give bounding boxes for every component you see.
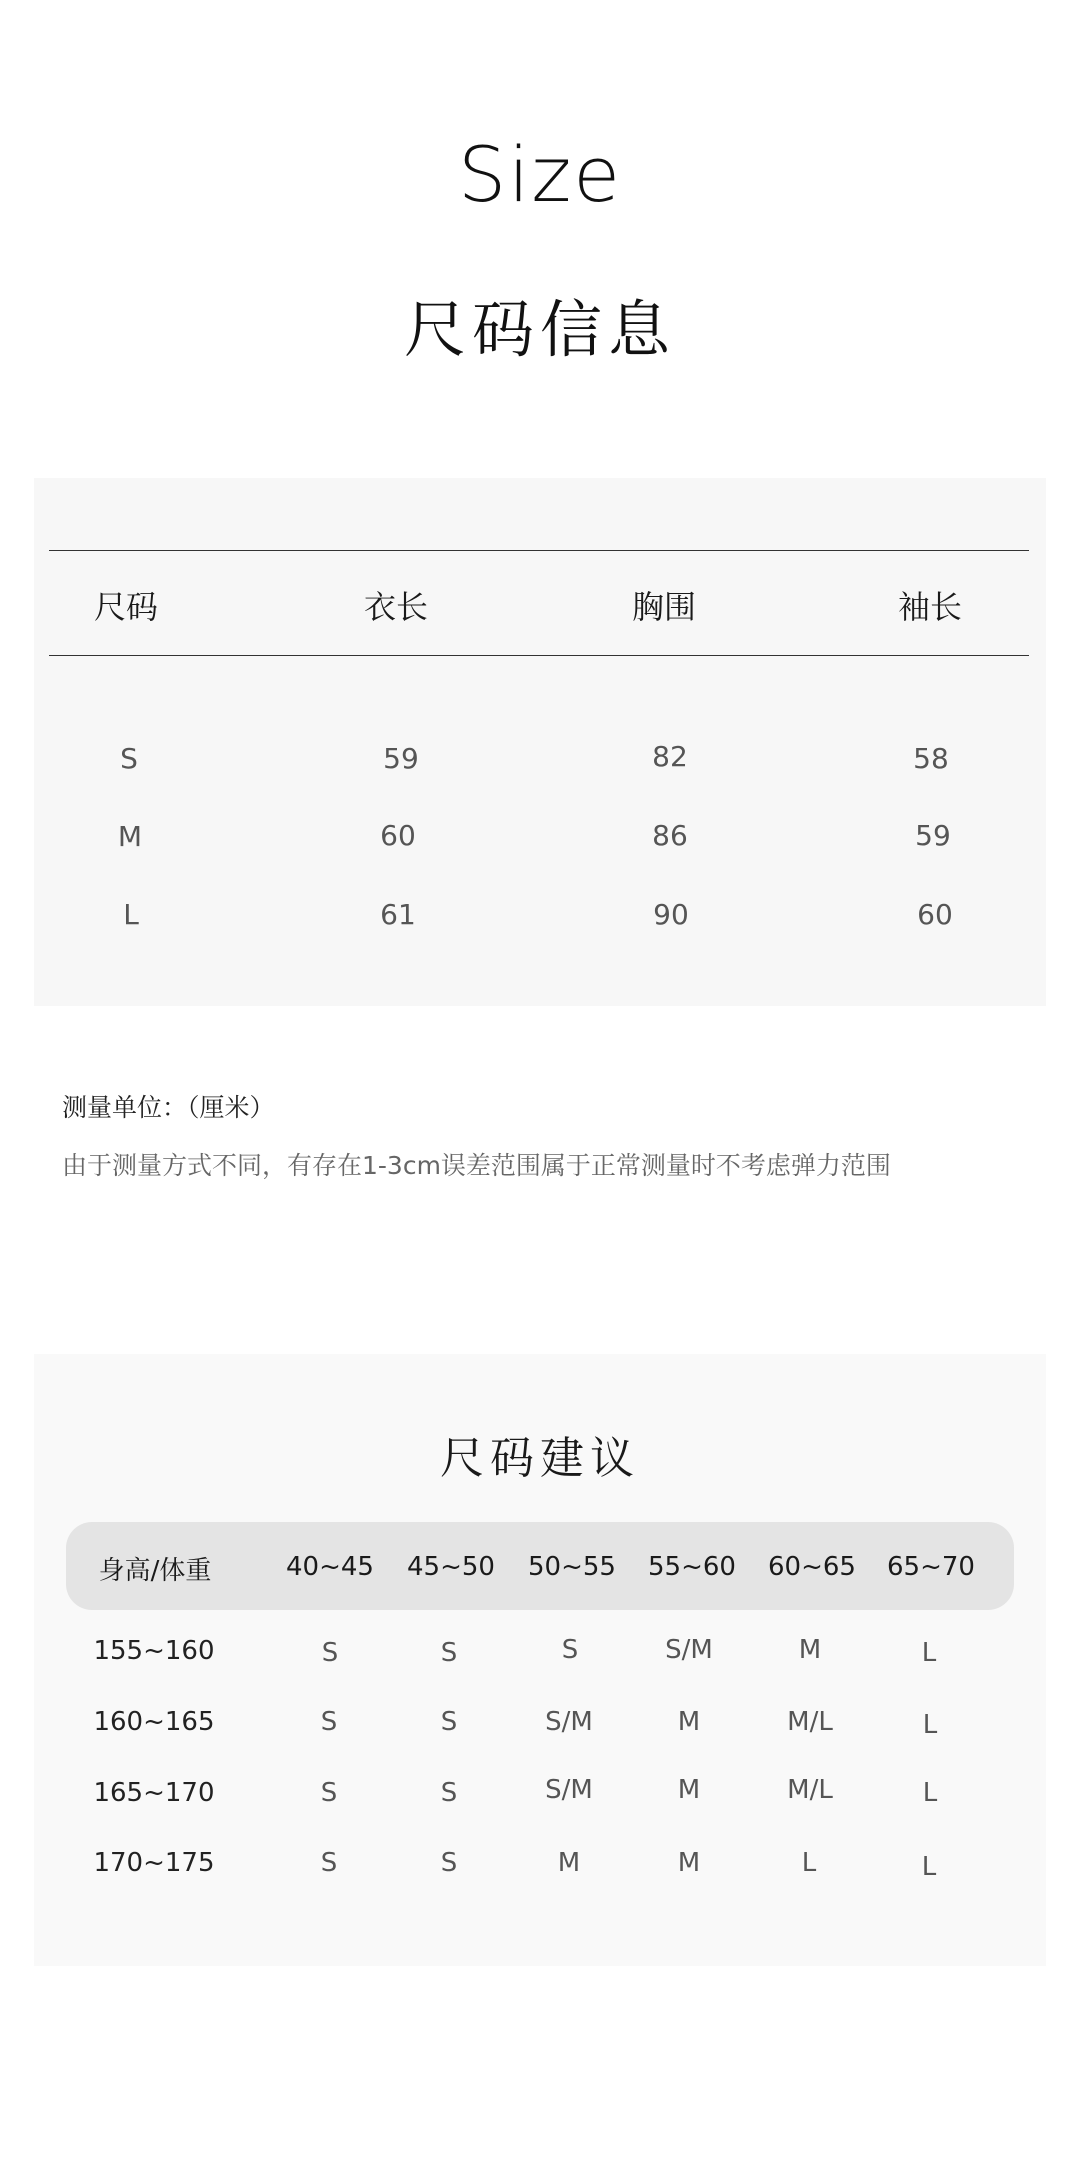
height-label: 160~165	[93, 1707, 215, 1737]
size-cell: 58	[913, 742, 949, 775]
size-cell: 90	[653, 898, 689, 931]
size-cell: 86	[652, 819, 688, 852]
size-header-size: 尺码	[93, 588, 158, 626]
height-label: 155~160	[93, 1636, 215, 1666]
height-label: 170~175	[93, 1848, 215, 1878]
size-header-sleeve: 袖长	[897, 588, 962, 626]
size-cell: M	[117, 820, 143, 853]
suggested-size: S	[321, 1638, 339, 1668]
suggested-size: S/M	[665, 1635, 713, 1665]
suggested-size: L	[921, 1852, 937, 1882]
suggested-size: S	[440, 1848, 458, 1878]
suggested-size: M	[677, 1775, 701, 1805]
measurement-error-note: 由于测量方式不同，有存在1-3cm误差范围属于正常测量时不考虑弹力范围	[62, 1151, 891, 1180]
height-weight-label: 身高/体重	[98, 1556, 212, 1586]
size-header-length: 衣长	[363, 588, 428, 626]
suggested-size: S	[561, 1635, 579, 1665]
suggested-size: M	[798, 1635, 822, 1665]
suggested-size: S	[440, 1707, 458, 1737]
weight-header: 40~45	[286, 1552, 374, 1582]
size-cell: 60	[917, 898, 953, 931]
size-cell: 60	[380, 819, 416, 852]
suggested-size: S	[320, 1707, 338, 1737]
size-cell: 61	[380, 898, 416, 931]
table-header-rule	[49, 655, 1029, 656]
suggested-size: M	[557, 1848, 581, 1878]
size-suggestion-panel	[34, 1354, 1046, 1966]
suggested-size: L	[922, 1778, 938, 1808]
page-subtitle: 尺码信息	[403, 293, 676, 366]
suggested-size: L	[921, 1638, 937, 1668]
suggested-size: S	[440, 1638, 458, 1668]
weight-header: 60~65	[768, 1552, 856, 1582]
size-cell: S	[120, 742, 138, 775]
suggested-size: M	[677, 1848, 701, 1878]
suggestion-title: 尺码建议	[440, 1433, 640, 1484]
size-cell: L	[123, 898, 139, 931]
suggested-size: M/L	[787, 1707, 833, 1737]
measurement-unit-note: 测量单位：（厘米）	[62, 1093, 275, 1122]
size-header-chest: 胸围	[631, 588, 696, 626]
size-cell: 59	[383, 742, 419, 775]
suggested-size: M	[677, 1707, 701, 1737]
suggested-size: S/M	[545, 1775, 593, 1805]
suggested-size: S	[320, 1778, 338, 1808]
suggested-size: L	[801, 1848, 817, 1878]
suggested-size: M/L	[787, 1775, 833, 1805]
size-cell: 59	[915, 819, 951, 852]
weight-header: 65~70	[887, 1552, 975, 1582]
table-top-rule	[49, 550, 1029, 551]
suggested-size: S	[440, 1778, 458, 1808]
weight-header: 45~50	[407, 1552, 495, 1582]
suggested-size: L	[922, 1710, 938, 1740]
page-title: Size	[457, 130, 622, 219]
weight-header: 55~60	[648, 1552, 736, 1582]
size-info-panel	[34, 478, 1046, 1006]
weight-header: 50~55	[528, 1552, 616, 1582]
suggested-size: S/M	[545, 1707, 593, 1737]
height-label: 165~170	[93, 1778, 215, 1808]
size-cell: 82	[652, 740, 688, 773]
suggested-size: S	[320, 1848, 338, 1878]
